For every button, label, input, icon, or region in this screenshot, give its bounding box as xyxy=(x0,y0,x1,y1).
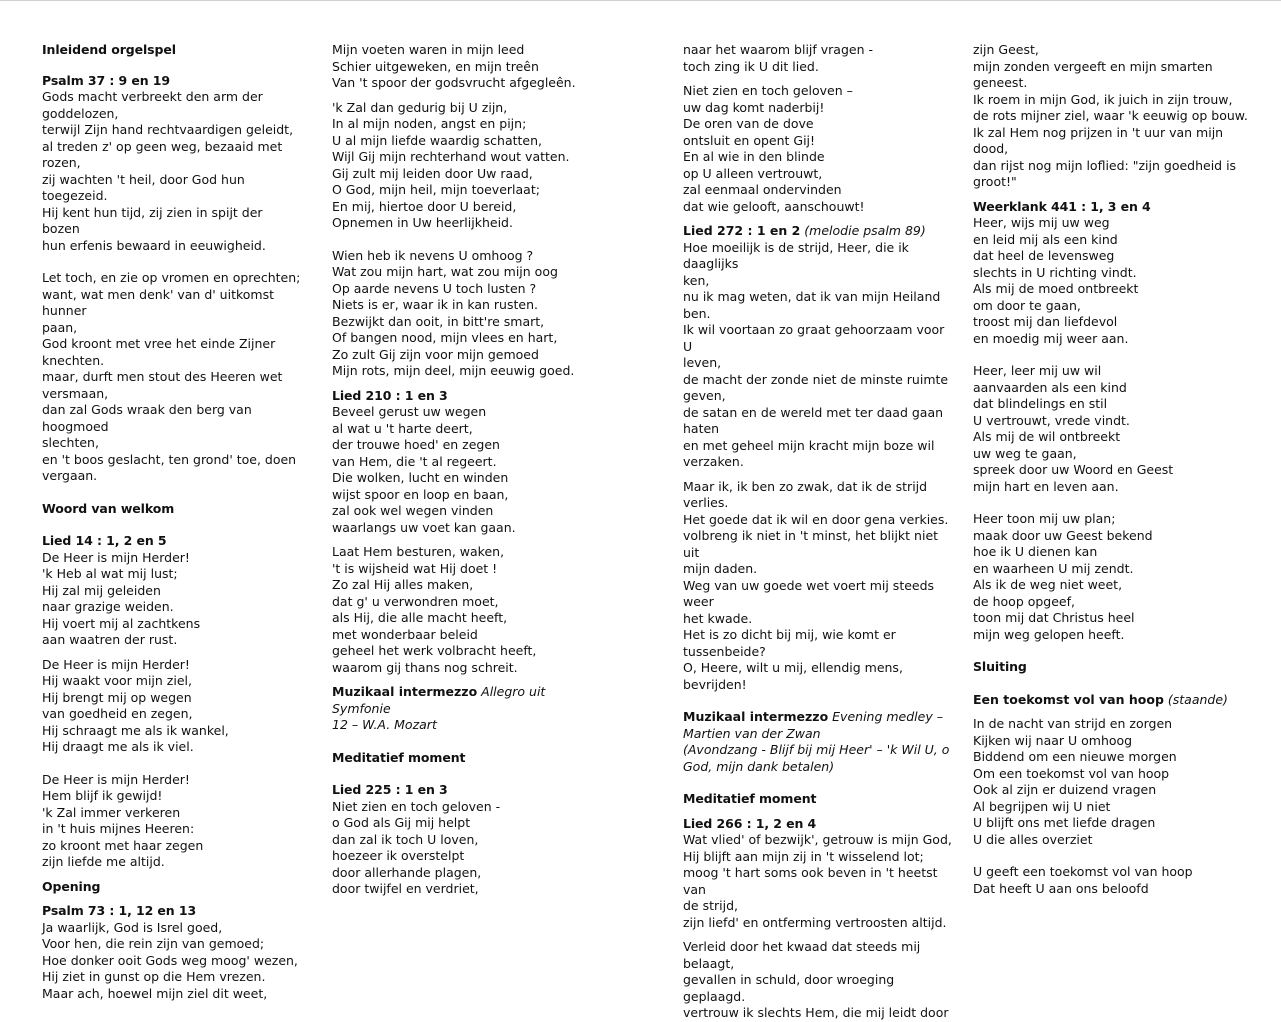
verse: Mijn voeten waren in mijn leed Schier uitgeweken, en mijn treên Van 't spoor der godsvrucht afgegleên. xyxy=(332,42,576,90)
column-1 xyxy=(42,40,302,1002)
verse: Niet zien en toch geloven – uw dag komt naderbij! De oren van de dove ontsluit en opent Gij! En al wie in den blinde op U alleen vertrouwt, zal eenmaal ondervinden dat wie gelooft, aanschouwt! xyxy=(683,83,865,214)
verse: De Heer is mijn Herder! Hij waakt voor mijn ziel, Hij brengt mij op wegen van goedheid en zegen, Hij schraagt me als ik wankel, Hij draagt me als ik viel. xyxy=(42,656,229,754)
column-4 xyxy=(973,40,1253,897)
verse: naar het waarom blijf vragen - toch zing ik U dit lied. xyxy=(683,42,874,74)
verse: Heer, wijs mij uw weg en leid mij als een kind dat heel de levensweg slechts in U richting vindt. Als mij de moed ontbreekt om door te gaan, troost mij dan liefdevol en moedig mij weer aan. xyxy=(973,215,1139,346)
song-heading: Lied 210 : 1 en 3 xyxy=(332,387,448,403)
song-number: Lied 272 : 1 en 2 xyxy=(683,223,801,238)
verse: Gods macht verbreekt den arm der goddelozen, terwijl Zijn hand rechtvaardigen geleidt, al treden z' op geen weg, bezaaid met rozen, zij wachten 't heil, door God hun toegezeid. Hij kent hun tijd, zij zien in spijt der bozen hun erfenis bewaard in eeuwigheid. xyxy=(42,89,294,253)
verse: zijn Geest, mijn zonden vergeeft en mijn smarten geneest. Ik roem in mijn God, ik juich in zijn trouw, de rots mijner ziel, waar 'k eeuwig op bouw. Ik zal Hem nog prijzen in 't uur van mijn dood, dan rijst nog mijn loflied: "zijn goedheid is groot!" xyxy=(973,42,1248,189)
intermezzo-piece: Evening medley – Martien van der Zwan (Avondzang - Blijf bij mij Heer' – 'k Wil U, o God, mijn dank betalen) xyxy=(683,709,950,774)
verse: Ja waarlijk, God is Isrel goed, Voor hen, die rein zijn van gemoed; Hoe donker ooit Gods weg moog' wezen, Hij ziet in gunst op die Hem vrezen. Maar ach, hoewel mijn ziel dit weet, xyxy=(42,919,298,1001)
song-heading xyxy=(683,223,955,240)
verse: Heer toon mij uw plan; maak door uw Geest bekend hoe ik U dienen kan en waarheen U mij zendt. Als ik de weg niet weet, de hoop opgeef, toon mij dat Christus heel mijn weg gelopen heeft. xyxy=(973,511,1153,642)
song-heading: Lied 266 : 1, 2 en 4 xyxy=(683,815,817,831)
verse: De Heer is mijn Herder! 'k Heb al wat mij lust; Hij zal mij geleiden naar grazige weiden. Hij voert mij al zachtkens aan waatren der rust. xyxy=(42,549,201,647)
verse: Niet zien en toch geloven - o God als Gij mij helpt dan zal ik toch U loven, hoezeer ik overstelpt door allerhande plagen, door twijfel en verdriet, xyxy=(332,798,501,896)
column-2 xyxy=(332,40,592,898)
section-heading: Woord van welkom xyxy=(42,500,175,516)
verse: In de nacht van strijd en zorgen Kijken wij naar U omhoog Biddend om een nieuwe morgen Om een toekomst vol van hoop Ook al zijn er duizend vragen Al begrijpen wij U niet U blijft ons met liefde dragen U die alles overziet xyxy=(973,716,1177,847)
verse: Wien heb ik nevens U omhoog ? Wat zou mijn hart, wat zou mijn oog Op aarde nevens U toch lusten ? Niets is er, waar ik in kan rusten. Bezwijkt dan ooit, in bitt're smart, Of bangen nood, mijn vlees en hart, Zo zult Gij zijn voor mijn gemoed Mijn rots, mijn deel, mijn eeuwig goed. xyxy=(332,247,575,378)
psalm-heading: Psalm 37 : 9 en 19 xyxy=(42,72,170,88)
intermezzo-label: Muzikaal intermezzo xyxy=(683,709,829,724)
verse: Let toch, en zie op vromen en oprechten; want, wat men denk' van d' uitkomst hunner paan, God kroont met vree het einde Zijner knechten. maar, durft men stout des Heeren wet versmaan, dan zal Gods wraak den berg van hoogmoed slechten, en 't boos geslacht, ten grond' toe, doen vergaan. xyxy=(42,270,301,483)
verse: Hoe moeilijk is de strijd, Heer, die ik daaglijks ken, nu ik mag weten, dat ik van mijn Heiland ben. Ik wil voortaan zo graat gehoorzaam voor U leven, de macht der zonde niet de minste ruimte geven, de satan en de wereld met ter daad gaan haten en met geheel mijn kracht mijn boze wil verzaken. xyxy=(683,239,949,469)
verse: Verleid door het kwaad dat steeds mij belaagt, gevallen in schuld, door wroeging geplaagd. vertrouw ik slechts Hem, die mij leidt door xyxy=(683,939,949,1020)
verse: Laat Hem besturen, waken, 't is wijsheid wat Hij doet ! Zo zal Hij alles maken, dat g' u verwondren moet, als Hij, die alle macht heeft, met wonderbaar beleid geheel het werk volbracht heeft, waarom gij thans nog schreit. xyxy=(332,544,537,675)
section-heading: Meditatief moment xyxy=(332,749,466,765)
verse: Heer, leer mij uw wil aanvaarden als een kind dat blindelings en stil U vertrouwt, vrede vindt. Als mij de wil ontbreekt uw weg te gaan, spreek door uw Woord en Geest mijn hart en leven aan. xyxy=(973,363,1174,494)
verse: 'k Zal dan gedurig bij U zijn, In al mijn noden, angst en pijn; U al mijn liefde waardig schatten, Wijl Gij mijn rechterhand wout vatten. Gij zult mij leiden door Uw raad, O God, mijn heil, mijn toeverlaat; En mij, hiertoe door U bereid, Opnemen in Uw heerlijkheid. xyxy=(332,99,570,230)
song-heading: Weerklank 441 : 1, 3 en 4 xyxy=(973,198,1151,214)
song-heading: Lied 14 : 1, 2 en 5 xyxy=(42,533,167,548)
intermezzo xyxy=(683,709,955,775)
section-heading: Inleidend orgelspel xyxy=(42,42,176,57)
melody-note: (melodie psalm 89) xyxy=(804,223,926,238)
section-heading: Opening xyxy=(42,878,101,894)
section-heading: Meditatief moment xyxy=(683,791,817,806)
intermezzo-label: Muzikaal intermezzo xyxy=(332,684,478,699)
verse: Maar ik, ik ben zo zwak, dat ik de strijd verlies. Het goede dat ik wil en door gena verkies. volbreng ik niet in 't minst, het blijkt niet uit mijn daden. Weg van uw goede wet voert mij steeds weer het kwade. Het is zo dicht bij mij, wie komt er tussenbeide? O, Heere, wilt u mij, ellendig mens, bevrijden! xyxy=(683,478,949,692)
verse: U geeft een toekomst vol van hoop Dat heeft U aan ons beloofd xyxy=(973,864,1193,896)
song-heading: Lied 225 : 1 en 3 xyxy=(332,782,448,797)
verse: De Heer is mijn Herder! Hem blijf ik gewijd! 'k Zal immer verkeren in 't huis mijnes Heeren: zo kroont met haar zegen zijn liefde me altijd. xyxy=(42,771,204,869)
verse: Beveel gerust uw wegen al wat u 't harte deert, der trouwe hoed' en zegen van Hem, die 't al regeert. Die wolken, lucht en winden wijst spoor en loop en baan, zal ook wel wegen vinden waarlangs uw voet kan gaan. xyxy=(332,404,516,535)
intermezzo-piece: Allegro uit Symfonie 12 – W.A. Mozart xyxy=(332,684,546,732)
verse: Wat vlied' of bezwijk', getrouw is mijn God, Hij blijft aan mijn zij in 't wisselend lot; moog 't hart soms ook beven in 't heetst van de strijd, zijn liefd' en ontferming vertroosten altijd. xyxy=(683,832,952,930)
standing-note: (staande) xyxy=(1167,691,1228,707)
psalm-heading: Psalm 73 : 1, 12 en 13 xyxy=(42,903,197,918)
column-3 xyxy=(683,40,955,1022)
top-rule xyxy=(0,0,1281,1)
song-title: Een toekomst vol van hoop xyxy=(973,691,1164,707)
section-heading: Sluiting xyxy=(973,659,1027,674)
song-heading xyxy=(973,692,1253,709)
intermezzo xyxy=(332,684,592,734)
